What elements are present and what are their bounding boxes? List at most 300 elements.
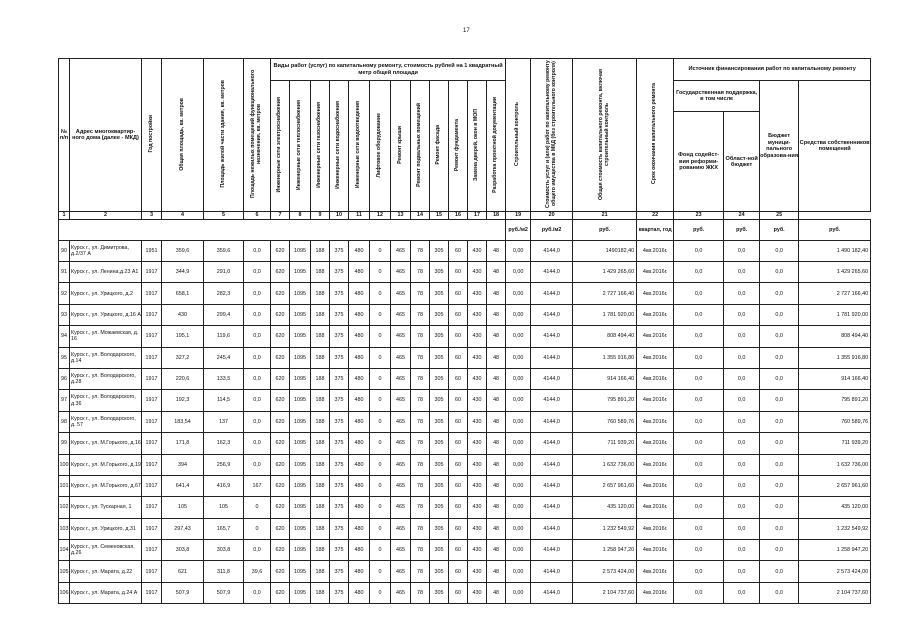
column-number: 13 <box>391 212 411 219</box>
unit-unit-cost: руб./м2 <box>531 219 573 240</box>
living-area-cell: 507,9 <box>204 582 244 603</box>
work-electric-header: Инженерные сети электроснабжения <box>276 97 283 193</box>
work-cost-cell: 480 <box>349 262 370 283</box>
own-funds-cell: 1 355 916,80 <box>799 347 871 368</box>
column-number: 25 <box>760 212 799 219</box>
row-number: 104 <box>59 540 70 561</box>
col-unit-cost-header: Стоимость услуг и (или) работ по капитальному ремонту общего имущества в МКД (без строительного контроля) <box>544 60 557 208</box>
work-gas-header: Инженерные сети газоснабжения <box>316 102 323 188</box>
work-cost-cell: 1095 <box>290 582 311 603</box>
own-funds-cell: 2 573 424,00 <box>799 561 871 582</box>
total-area-cell: 327,2 <box>162 347 204 368</box>
total-cost-cell: 808 494,40 <box>573 326 637 347</box>
year-cell: 1917 <box>142 582 162 603</box>
nonres-area-cell: 0,0 <box>244 304 271 325</box>
table-row <box>59 347 871 368</box>
own-funds-cell: 1 429 265,60 <box>799 262 871 283</box>
total-area-cell: 171,8 <box>162 433 204 454</box>
work-cost-cell: 48 <box>487 390 506 411</box>
deadline-cell: 4кв.2016г. <box>637 326 674 347</box>
fund-cell: 0,0 <box>674 283 724 304</box>
work-cost-cell: 0,00 <box>506 454 531 475</box>
municipal-cell: 0,0 <box>760 433 799 454</box>
work-cost-cell: 188 <box>311 518 330 539</box>
unit-cost-cell: 4144,0 <box>531 283 573 304</box>
work-cost-cell: 480 <box>349 347 370 368</box>
work-sewer-header: Инженерные сети водоотведения <box>355 101 362 189</box>
work-cost-cell: 60 <box>449 347 468 368</box>
unit-row <box>59 219 871 240</box>
work-cost-cell: 60 <box>449 262 468 283</box>
deadline-cell: 4кв.2016г. <box>637 454 674 475</box>
total-cost-cell: 1 632 736,00 <box>573 454 637 475</box>
unit-own-funds: руб. <box>799 219 871 240</box>
address-cell: Курск г., ул. Семеновская, д.26 <box>70 540 142 561</box>
address-cell: Курск г., ул. М.Горького, д.67 <box>70 475 142 496</box>
work-cost-cell: 0 <box>370 240 391 261</box>
col-num-header: № п/п <box>59 59 70 212</box>
column-number: 15 <box>430 212 449 219</box>
total-cost-cell: 1 781 920,00 <box>573 304 637 325</box>
municipal-cell: 0,0 <box>760 411 799 432</box>
work-cost-cell: 480 <box>349 304 370 325</box>
column-number: 17 <box>468 212 487 219</box>
work-cost-cell: 78 <box>411 347 430 368</box>
work-cost-cell: 375 <box>330 262 349 283</box>
table-row <box>59 240 871 261</box>
nonres-area-cell: 0,0 <box>244 582 271 603</box>
col-deadline-header: Срок окончания капитального ремонта <box>651 83 658 185</box>
total-area-cell: 641,4 <box>162 475 204 496</box>
work-cost-cell: 188 <box>311 283 330 304</box>
work-cost-cell: 78 <box>411 326 430 347</box>
column-number: 16 <box>449 212 468 219</box>
unit-cost-cell: 4144,0 <box>531 347 573 368</box>
work-cost-cell: 0 <box>370 433 391 454</box>
own-funds-cell: 711 939,20 <box>799 433 871 454</box>
fund-cell: 0,0 <box>674 475 724 496</box>
year-cell: 1917 <box>142 411 162 432</box>
work-cost-cell: 305 <box>430 454 449 475</box>
row-number: 103 <box>59 518 70 539</box>
work-cost-cell: 465 <box>391 326 411 347</box>
unit-cost-cell: 4144,0 <box>531 475 573 496</box>
work-cost-cell: 430 <box>468 433 487 454</box>
col-living-area-header: Площадь жилой части здания, кв. метров <box>219 80 226 188</box>
work-cost-cell: 60 <box>449 540 468 561</box>
year-cell: 1917 <box>142 347 162 368</box>
regional-cell: 0,0 <box>724 283 760 304</box>
total-area-cell: 297,43 <box>162 518 204 539</box>
year-cell: 1917 <box>142 540 162 561</box>
regional-cell: 0,0 <box>724 240 760 261</box>
work-design-header: Разработка проектной документации <box>492 97 499 193</box>
work-cost-cell: 620 <box>271 475 290 496</box>
municipal-cell: 0,0 <box>760 390 799 411</box>
work-cost-cell: 1095 <box>290 368 311 389</box>
work-cost-cell: 0 <box>370 540 391 561</box>
work-cost-cell: 0 <box>370 454 391 475</box>
row-number: 98 <box>59 411 70 432</box>
nonres-area-cell: 0,0 <box>244 368 271 389</box>
municipal-cell: 0,0 <box>760 561 799 582</box>
work-cost-cell: 48 <box>487 326 506 347</box>
work-cost-cell: 430 <box>468 326 487 347</box>
table-row <box>59 304 871 325</box>
year-cell: 1917 <box>142 368 162 389</box>
work-cost-cell: 465 <box>391 561 411 582</box>
work-cost-cell: 48 <box>487 582 506 603</box>
work-cost-cell: 1095 <box>290 304 311 325</box>
work-cost-cell: 375 <box>330 326 349 347</box>
own-funds-cell: 808 494,40 <box>799 326 871 347</box>
nonres-area-cell: 0,0 <box>244 454 271 475</box>
municipal-cell: 0,0 <box>760 582 799 603</box>
work-cost-cell: 0,00 <box>506 326 531 347</box>
work-cost-cell: 480 <box>349 475 370 496</box>
work-heat-header: Инженерные сети теплоснабжения <box>296 99 303 191</box>
column-number: 9 <box>311 212 330 219</box>
year-cell: 1917 <box>142 518 162 539</box>
work-cost-cell: 430 <box>468 475 487 496</box>
living-area-cell: 359,6 <box>204 240 244 261</box>
work-cost-cell: 305 <box>430 540 449 561</box>
work-cost-cell: 375 <box>330 540 349 561</box>
work-cost-cell: 620 <box>271 561 290 582</box>
column-number: 11 <box>349 212 370 219</box>
municipal-cell: 0,0 <box>760 347 799 368</box>
work-cost-cell: 1095 <box>290 540 311 561</box>
work-cost-cell: 1095 <box>290 411 311 432</box>
total-area-cell: 183,54 <box>162 411 204 432</box>
year-cell: 1917 <box>142 304 162 325</box>
col-nonres-area-header: Площадь нежилых помещений функционального назначения, кв. метров <box>250 69 262 199</box>
work-cost-cell: 430 <box>468 518 487 539</box>
work-cost-cell: 480 <box>349 390 370 411</box>
table-row <box>59 518 871 539</box>
total-area-cell: 621 <box>162 561 204 582</box>
work-cost-cell: 60 <box>449 497 468 518</box>
work-cost-cell: 60 <box>449 304 468 325</box>
work-cost-cell: 48 <box>487 433 506 454</box>
work-cost-cell: 465 <box>391 582 411 603</box>
work-cost-cell: 480 <box>349 433 370 454</box>
table-row <box>59 582 871 603</box>
year-cell: 1917 <box>142 497 162 518</box>
year-cell: 1917 <box>142 561 162 582</box>
nonres-area-cell: 0,0 <box>244 411 271 432</box>
total-cost-cell: 2 104 737,60 <box>573 582 637 603</box>
work-cost-cell: 305 <box>430 411 449 432</box>
unit-cost-cell: 4144,0 <box>531 433 573 454</box>
living-area-cell: 311,8 <box>204 561 244 582</box>
own-funds-cell: 1 781 920,00 <box>799 304 871 325</box>
total-cost-cell: 1 258 947,20 <box>573 540 637 561</box>
work-cost-cell: 465 <box>391 262 411 283</box>
work-cost-cell: 430 <box>468 283 487 304</box>
column-number: 7 <box>271 212 290 219</box>
work-cost-cell: 375 <box>330 475 349 496</box>
work-cost-cell: 480 <box>349 540 370 561</box>
deadline-cell: 4кв.2016г. <box>637 561 674 582</box>
regional-cell: 0,0 <box>724 561 760 582</box>
total-area-cell: 394 <box>162 454 204 475</box>
municipal-cell: 0,0 <box>760 475 799 496</box>
row-number: 102 <box>59 497 70 518</box>
work-cost-cell: 480 <box>349 518 370 539</box>
municipal-cell: 0,0 <box>760 240 799 261</box>
column-number: 12 <box>370 212 391 219</box>
work-cost-cell: 188 <box>311 433 330 454</box>
table-body <box>59 240 871 604</box>
living-area-cell: 303,8 <box>204 540 244 561</box>
work-cost-cell: 0 <box>370 475 391 496</box>
living-area-cell: 165,7 <box>204 518 244 539</box>
work-cost-cell: 60 <box>449 411 468 432</box>
own-funds-cell: 1 490 182,40 <box>799 240 871 261</box>
work-cost-cell: 0,00 <box>506 240 531 261</box>
unit-cost-cell: 4144,0 <box>531 561 573 582</box>
unit-cost-cell: 4144,0 <box>531 582 573 603</box>
total-area-cell: 105 <box>162 497 204 518</box>
living-area-cell: 282,3 <box>204 283 244 304</box>
work-cost-cell: 465 <box>391 283 411 304</box>
work-cost-cell: 430 <box>468 561 487 582</box>
total-cost-cell: 1 232 549,92 <box>573 518 637 539</box>
column-number: 18 <box>487 212 506 219</box>
total-area-cell: 220,6 <box>162 368 204 389</box>
work-cost-cell: 305 <box>430 433 449 454</box>
work-cost-cell: 78 <box>411 454 430 475</box>
address-cell: Курск г., ул. Урицкого, д.31 <box>70 518 142 539</box>
work-cost-cell: 375 <box>330 582 349 603</box>
nonres-area-cell: 0,0 <box>244 283 271 304</box>
deadline-cell: 4кв.2016г. <box>637 518 674 539</box>
deadline-cell: 4кв.2016г. <box>637 283 674 304</box>
work-cost-cell: 430 <box>468 240 487 261</box>
work-cost-cell: 430 <box>468 411 487 432</box>
address-cell: Курск г., ул. М.Горького, д.16 <box>70 433 142 454</box>
address-cell: Курск г., ул. Володарского, д.28 <box>70 368 142 389</box>
work-cost-cell: 1095 <box>290 454 311 475</box>
nonres-area-cell: 0 <box>244 497 271 518</box>
work-cost-cell: 60 <box>449 475 468 496</box>
work-cost-cell: 430 <box>468 540 487 561</box>
deadline-cell: 4кв.2016г. <box>637 540 674 561</box>
work-cost-cell: 0,00 <box>506 368 531 389</box>
work-roof-header: Ремонт крыши <box>396 126 403 164</box>
work-cost-cell: 0 <box>370 326 391 347</box>
work-cost-cell: 305 <box>430 304 449 325</box>
work-cost-cell: 430 <box>468 368 487 389</box>
work-cost-cell: 0,00 <box>506 540 531 561</box>
table-row <box>59 540 871 561</box>
table-row <box>59 454 871 475</box>
work-cost-cell: 480 <box>349 454 370 475</box>
regional-cell: 0,0 <box>724 347 760 368</box>
funding-group-header: Источник финансирования работ по капитальному ремонту <box>674 59 871 81</box>
work-cost-cell: 620 <box>271 347 290 368</box>
living-area-cell: 119,6 <box>204 326 244 347</box>
work-cost-cell: 465 <box>391 240 411 261</box>
work-cost-cell: 465 <box>391 347 411 368</box>
unit-cost-cell: 4144,0 <box>531 497 573 518</box>
work-cost-cell: 78 <box>411 368 430 389</box>
work-cost-cell: 60 <box>449 561 468 582</box>
work-cost-cell: 375 <box>330 497 349 518</box>
unit-total-cost: руб. <box>573 219 637 240</box>
column-number: 19 <box>506 212 531 219</box>
column-number-row <box>59 212 871 219</box>
work-cost-cell: 480 <box>349 368 370 389</box>
row-number: 97 <box>59 390 70 411</box>
total-area-cell: 192,3 <box>162 390 204 411</box>
deadline-cell: 4кв.2016г. <box>637 240 674 261</box>
work-cost-cell: 1095 <box>290 475 311 496</box>
work-cost-cell: 375 <box>330 454 349 475</box>
work-cost-cell: 465 <box>391 411 411 432</box>
municipal-cell: 0,0 <box>760 304 799 325</box>
nonres-area-cell: 0,0 <box>244 326 271 347</box>
work-cost-cell: 465 <box>391 475 411 496</box>
total-area-cell: 658,1 <box>162 283 204 304</box>
row-number: 106 <box>59 582 70 603</box>
table-row <box>59 411 871 432</box>
work-cost-cell: 78 <box>411 475 430 496</box>
address-cell: Курск г., ул. Урицкого, д.2 <box>70 283 142 304</box>
regional-cell: 0,0 <box>724 582 760 603</box>
regional-cell: 0,0 <box>724 304 760 325</box>
work-cost-cell: 48 <box>487 475 506 496</box>
work-cost-cell: 188 <box>311 540 330 561</box>
work-cost-cell: 78 <box>411 582 430 603</box>
total-cost-cell: 1490182,40 <box>573 240 637 261</box>
work-cost-cell: 0 <box>370 283 391 304</box>
work-cost-cell: 188 <box>311 262 330 283</box>
municipal-cell: 0,0 <box>760 497 799 518</box>
work-cost-cell: 188 <box>311 304 330 325</box>
work-cost-cell: 0 <box>370 304 391 325</box>
work-cost-cell: 465 <box>391 454 411 475</box>
total-cost-cell: 795 891,20 <box>573 390 637 411</box>
work-cost-cell: 0,00 <box>506 347 531 368</box>
deadline-cell: 4кв.2016г. <box>637 347 674 368</box>
work-cost-cell: 78 <box>411 518 430 539</box>
regional-cell: 0,0 <box>724 411 760 432</box>
work-cost-cell: 48 <box>487 497 506 518</box>
work-cost-cell: 78 <box>411 283 430 304</box>
unit-regional: руб. <box>724 219 760 240</box>
unit-cost-cell: 4144,0 <box>531 390 573 411</box>
fund-cell: 0,0 <box>674 497 724 518</box>
column-number: 5 <box>204 212 244 219</box>
work-cost-cell: 305 <box>430 582 449 603</box>
table-row <box>59 561 871 582</box>
work-cost-cell: 0,00 <box>506 304 531 325</box>
address-cell: Курск г., ул. Можаевская, д. 16 <box>70 326 142 347</box>
deadline-cell: 4кв.2016г. <box>637 304 674 325</box>
work-cost-cell: 375 <box>330 283 349 304</box>
year-cell: 1917 <box>142 454 162 475</box>
unit-cost-cell: 4144,0 <box>531 518 573 539</box>
column-number: 21 <box>573 212 637 219</box>
own-funds-cell: 2 727 166,40 <box>799 283 871 304</box>
total-cost-cell: 711 939,20 <box>573 433 637 454</box>
work-cost-cell: 78 <box>411 433 430 454</box>
total-cost-cell: 1 429 265,60 <box>573 262 637 283</box>
capital-repair-table <box>58 58 871 604</box>
work-cost-cell: 305 <box>430 518 449 539</box>
work-cost-cell: 78 <box>411 497 430 518</box>
row-number: 91 <box>59 262 70 283</box>
work-cost-cell: 0 <box>370 347 391 368</box>
work-cost-cell: 620 <box>271 582 290 603</box>
work-cost-cell: 1095 <box>290 561 311 582</box>
municipal-header: Бюджет муници-пального образова-ния <box>760 81 799 212</box>
deadline-cell: 4кв.2016г. <box>637 433 674 454</box>
work-cost-cell: 620 <box>271 240 290 261</box>
work-cost-cell: 0,00 <box>506 433 531 454</box>
col-total-area-header: Общая площадь, кв. метров <box>178 97 185 171</box>
year-cell: 1917 <box>142 475 162 496</box>
municipal-cell: 0,0 <box>760 454 799 475</box>
works-group-header: Виды работ (услуг) по капитальному ремонту, стоимость рублей на 1 квадратный метр общей площади <box>271 59 506 81</box>
work-cost-cell: 620 <box>271 518 290 539</box>
regional-cell: 0,0 <box>724 475 760 496</box>
work-cost-cell: 1095 <box>290 283 311 304</box>
work-cost-cell: 375 <box>330 433 349 454</box>
fund-cell: 0,0 <box>674 390 724 411</box>
work-cost-cell: 48 <box>487 454 506 475</box>
living-area-cell: 105 <box>204 497 244 518</box>
column-number: 3 <box>142 212 162 219</box>
address-cell: Курск г., ул. М.Горького, д.19 <box>70 454 142 475</box>
column-number: 1 <box>59 212 70 219</box>
work-cost-cell: 188 <box>311 411 330 432</box>
deadline-cell: 4кв.2016г. <box>637 497 674 518</box>
work-cost-cell: 465 <box>391 368 411 389</box>
work-cost-cell: 480 <box>349 283 370 304</box>
work-cost-cell: 480 <box>349 411 370 432</box>
row-number: 95 <box>59 347 70 368</box>
municipal-cell: 0,0 <box>760 326 799 347</box>
own-funds-cell: 795 891,20 <box>799 390 871 411</box>
year-cell: 1917 <box>142 433 162 454</box>
table-row <box>59 262 871 283</box>
unit-cost-cell: 4144,0 <box>531 304 573 325</box>
work-cost-cell: 0,00 <box>506 390 531 411</box>
unit-cost-cell: 4144,0 <box>531 540 573 561</box>
deadline-cell: 4кв.2016г. <box>637 411 674 432</box>
work-cost-cell: 188 <box>311 326 330 347</box>
own-funds-cell: 1 258 947,20 <box>799 540 871 561</box>
work-cost-cell: 0 <box>370 262 391 283</box>
living-area-cell: 114,5 <box>204 390 244 411</box>
work-cost-cell: 480 <box>349 326 370 347</box>
living-area-cell: 162,3 <box>204 433 244 454</box>
column-number: 24 <box>724 212 760 219</box>
regional-header: Област-ной бюджет <box>724 112 760 212</box>
row-number: 101 <box>59 475 70 496</box>
regional-cell: 0,0 <box>724 433 760 454</box>
living-area-cell: 133,5 <box>204 368 244 389</box>
nonres-area-cell: 0,0 <box>244 540 271 561</box>
year-cell: 1917 <box>142 326 162 347</box>
total-area-cell: 359,6 <box>162 240 204 261</box>
work-cost-cell: 1095 <box>290 347 311 368</box>
work-cost-cell: 60 <box>449 326 468 347</box>
fund-cell: 0,0 <box>674 240 724 261</box>
